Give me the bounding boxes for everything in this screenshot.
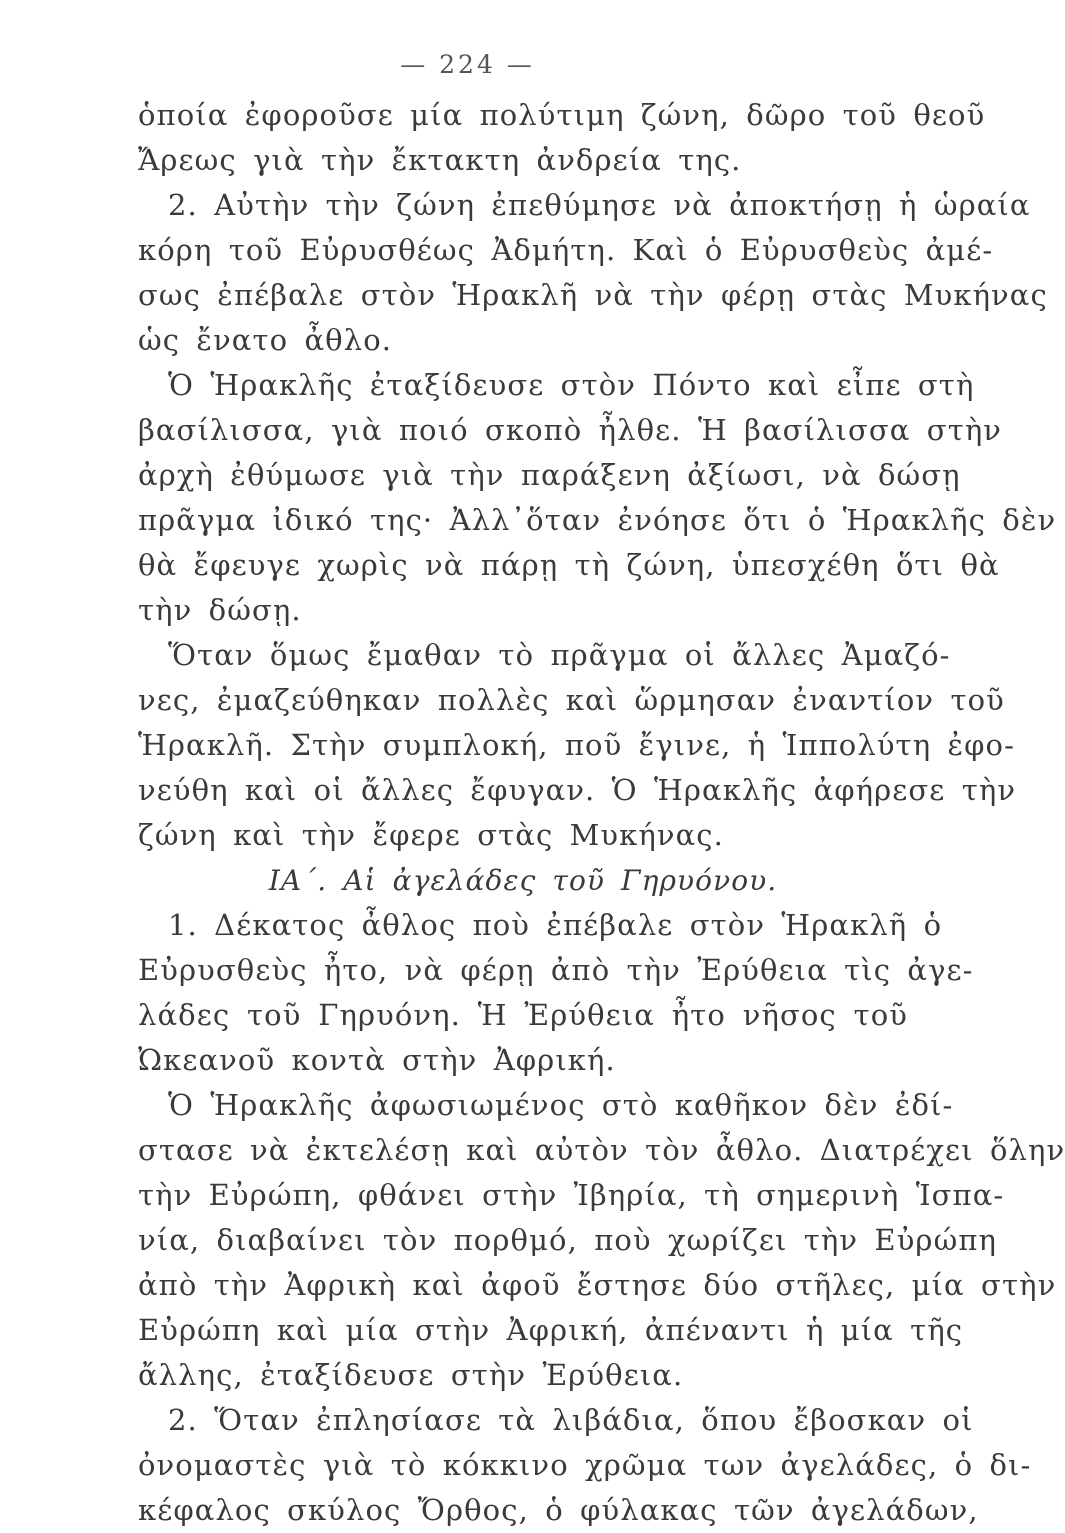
text-line: κόρη τοῦ Εὐρυσθέως Ἀδμήτη. Καὶ ὁ Εὐρυσθεὺς ἀμέ- (138, 233, 994, 267)
text-line: κέφαλος σκύλος Ὄρθος, ὁ φύλακας τῶν ἀγελάδων, (138, 1493, 979, 1527)
page-number: — 224 — (400, 50, 535, 79)
text-line: ὡς ἔνατο ἆθλο. (138, 323, 393, 357)
text-line: νες, ἐμαζεύθηκαν πολλὲς καὶ ὥρμησαν ἐναντίον τοῦ (138, 683, 1005, 717)
text-line: 2. Ὅταν ἐπλησίασε τὰ λιβάδια, ὅπου ἔβοσκαν οἱ (168, 1403, 974, 1437)
text-line: Εὐρώπη καὶ μία στὴν Ἀφρική, ἀπέναντι ἡ μία τῆς (138, 1313, 964, 1347)
text-line: Ὠκεανοῦ κοντὰ στὴν Ἀφρική. (138, 1043, 616, 1077)
text-line: στασε νὰ ἐκτελέσῃ καὶ αὐτὸν τὸν ἆθλο. Διατρέχει ὅλην (138, 1133, 1065, 1167)
text-line: σως ἐπέβαλε στὸν Ἡρακλῆ νὰ τὴν φέρῃ στὰς Μυκήνας (138, 278, 1048, 312)
text-line: 2. Αὐτὴν τὴν ζώνη ἐπεθύμησε νὰ ἀποκτήσῃ ἡ ὡραία (168, 188, 1031, 222)
text-line: νία, διαβαίνει τὸν πορθμό, ποὺ χωρίζει τὴν Εὐρώπη (138, 1223, 997, 1257)
text-line: πρᾶγμα ἰδικό της· Ἀλλ᾽ὅταν ἐνόησε ὅτι ὁ Ἡρακλῆς δὲν (138, 503, 1057, 537)
text-line: θὰ ἔφευγε χωρὶς νὰ πάρῃ τὴ ζώνη, ὑπεσχέθη ὅτι θὰ (138, 548, 1000, 582)
text-line: ζώνη καὶ τὴν ἔφερε στὰς Μυκήνας. (138, 818, 724, 852)
text-line: τὴν δώσῃ. (138, 593, 302, 627)
text-line: λάδες τοῦ Γηρυόνη. Ἡ Ἐρύθεια ἦτο νῆσος τοῦ (138, 998, 908, 1032)
text-line: 1. Δέκατος ἆθλος ποὺ ἐπέβαλε στὸν Ἡρακλῆ ὁ (168, 908, 943, 942)
text-line: Ὅταν ὅμως ἔμαθαν τὸ πρᾶγμα οἱ ἄλλες Ἀμαζό- (168, 638, 951, 672)
text-line: ἄλλης, ἐταξίδευσε στὴν Ἐρύθεια. (138, 1358, 684, 1392)
text-line: Ἡρακλῆ. Στὴν συμπλοκή, ποῦ ἔγινε, ἡ Ἱππολύτη ἐφο- (138, 728, 1016, 762)
text-line: ἀρχὴ ἐθύμωσε γιὰ τὴν παράξενη ἀξίωσι, νὰ δώσῃ (138, 458, 961, 492)
body-text (138, 93, 1065, 1533)
text-line: Ἄρεως γιὰ τὴν ἔκτακτη ἀνδρεία της. (138, 143, 742, 177)
text-line: τὴν Εὐρώπη, φθάνει στὴν Ἰβηρία, τὴ σημερινὴ Ἱσπα- (138, 1178, 1005, 1212)
text-line: βασίλισσα, γιὰ ποιό σκοπὸ ἦλθε. Ἡ βασίλισσα στὴν (138, 413, 1003, 447)
text-line: ὀνομαστὲς γιὰ τὸ κόκκινο χρῶμα των ἀγελάδες, ὁ δι- (138, 1448, 1032, 1482)
text-line: Ὁ Ἡρακλῆς ἐταξίδευσε στὸν Πόντο καὶ εἶπε στὴ (168, 368, 975, 402)
text-line: ὁποία ἐφοροῦσε μία πολύτιμη ζώνη, δῶρο τοῦ θεοῦ (138, 98, 986, 132)
text-line: Ὁ Ἡρακλῆς ἀφωσιωμένος στὸ καθῆκον δὲν ἐδί- (168, 1088, 954, 1122)
text-line: ἀπὸ τὴν Ἀφρικὴ καὶ ἀφοῦ ἔστησε δύο στῆλες, μία στὴν (138, 1268, 1057, 1302)
text-line: νεύθη καὶ οἱ ἄλλες ἔφυγαν. Ὁ Ἡρακλῆς ἀφήρεσε τὴν (138, 773, 1017, 807)
text-line: Εὐρυσθεὺς ἦτο, νὰ φέρῃ ἀπὸ τὴν Ἐρύθεια τὶς ἀγε- (138, 953, 974, 987)
section-heading: ΙΑ΄. Αἱ ἀγελάδες τοῦ Γηρυόνου. (268, 864, 778, 897)
